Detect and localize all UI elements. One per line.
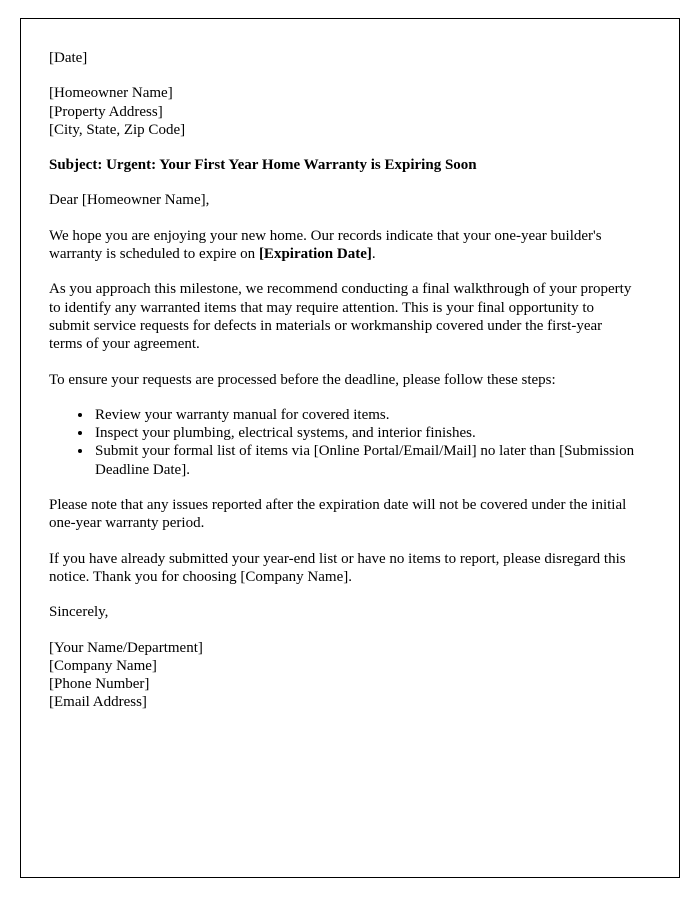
salutation: Dear [Homeowner Name], bbox=[49, 192, 210, 209]
letter-document bbox=[20, 18, 680, 878]
recipient-name: [Homeowner Name] bbox=[49, 85, 173, 102]
paragraph-disregard-notice: If you have already submitted your year-end list or have no items to report, please disregard this notice. Thank you for choosing [Company Name]. bbox=[49, 550, 626, 585]
paragraph-final-walkthrough: As you approach this milestone, we recommend conducting a final walkthrough of your property to identify any warranted items that may require attention. This is your final opportunity to submit service requests for defects in materials or workmanship covered under the first-year terms of your agreement. bbox=[49, 281, 632, 353]
paragraph-expiration-note: Please note that any issues reported after the expiration date will not be covered under the initial one-year warranty period. bbox=[49, 497, 627, 532]
paragraph-warranty-expiring-period: . bbox=[371, 246, 376, 263]
subject-line: Subject: Urgent: Your First Year Home Warranty is Expiring Soon bbox=[49, 157, 477, 174]
signature-name-department: [Your Name/Department] bbox=[49, 639, 203, 656]
step-item-inspect-systems: • Inspect your plumbing, electrical systems, and interior finishes. bbox=[93, 424, 651, 442]
recipient-city-state-zip: [City, State, Zip Code] bbox=[49, 121, 186, 138]
paragraph-warranty-expiring bbox=[49, 227, 634, 264]
signature-company-name: [Company Name] bbox=[49, 657, 157, 674]
recipient-address-block bbox=[49, 84, 651, 139]
steps-list bbox=[49, 406, 651, 479]
closing: Sincerely, bbox=[49, 604, 109, 621]
expiration-date-placeholder: [Expiration Date] bbox=[258, 246, 372, 263]
step-item-review-manual: • Review your warranty manual for covered items. bbox=[93, 406, 651, 424]
recipient-street-address: [Property Address] bbox=[49, 103, 163, 120]
paragraph-warranty-expiring-text: We hope you are enjoying your new home. Our records indicate that your one-year builder's warranty is scheduled to expire on bbox=[49, 227, 602, 263]
signature-phone-number: [Phone Number] bbox=[49, 676, 150, 693]
date-placeholder: [Date] bbox=[49, 50, 88, 66]
steps-intro: To ensure your requests are processed before the deadline, please follow these steps: bbox=[49, 371, 556, 388]
signature-email-address: [Email Address] bbox=[49, 694, 147, 711]
step-item-submit-list: • Submit your formal list of items via [Online Portal/Email/Mail] no later than [Submission Deadline Date]. bbox=[93, 442, 651, 479]
signature-block bbox=[49, 639, 651, 712]
